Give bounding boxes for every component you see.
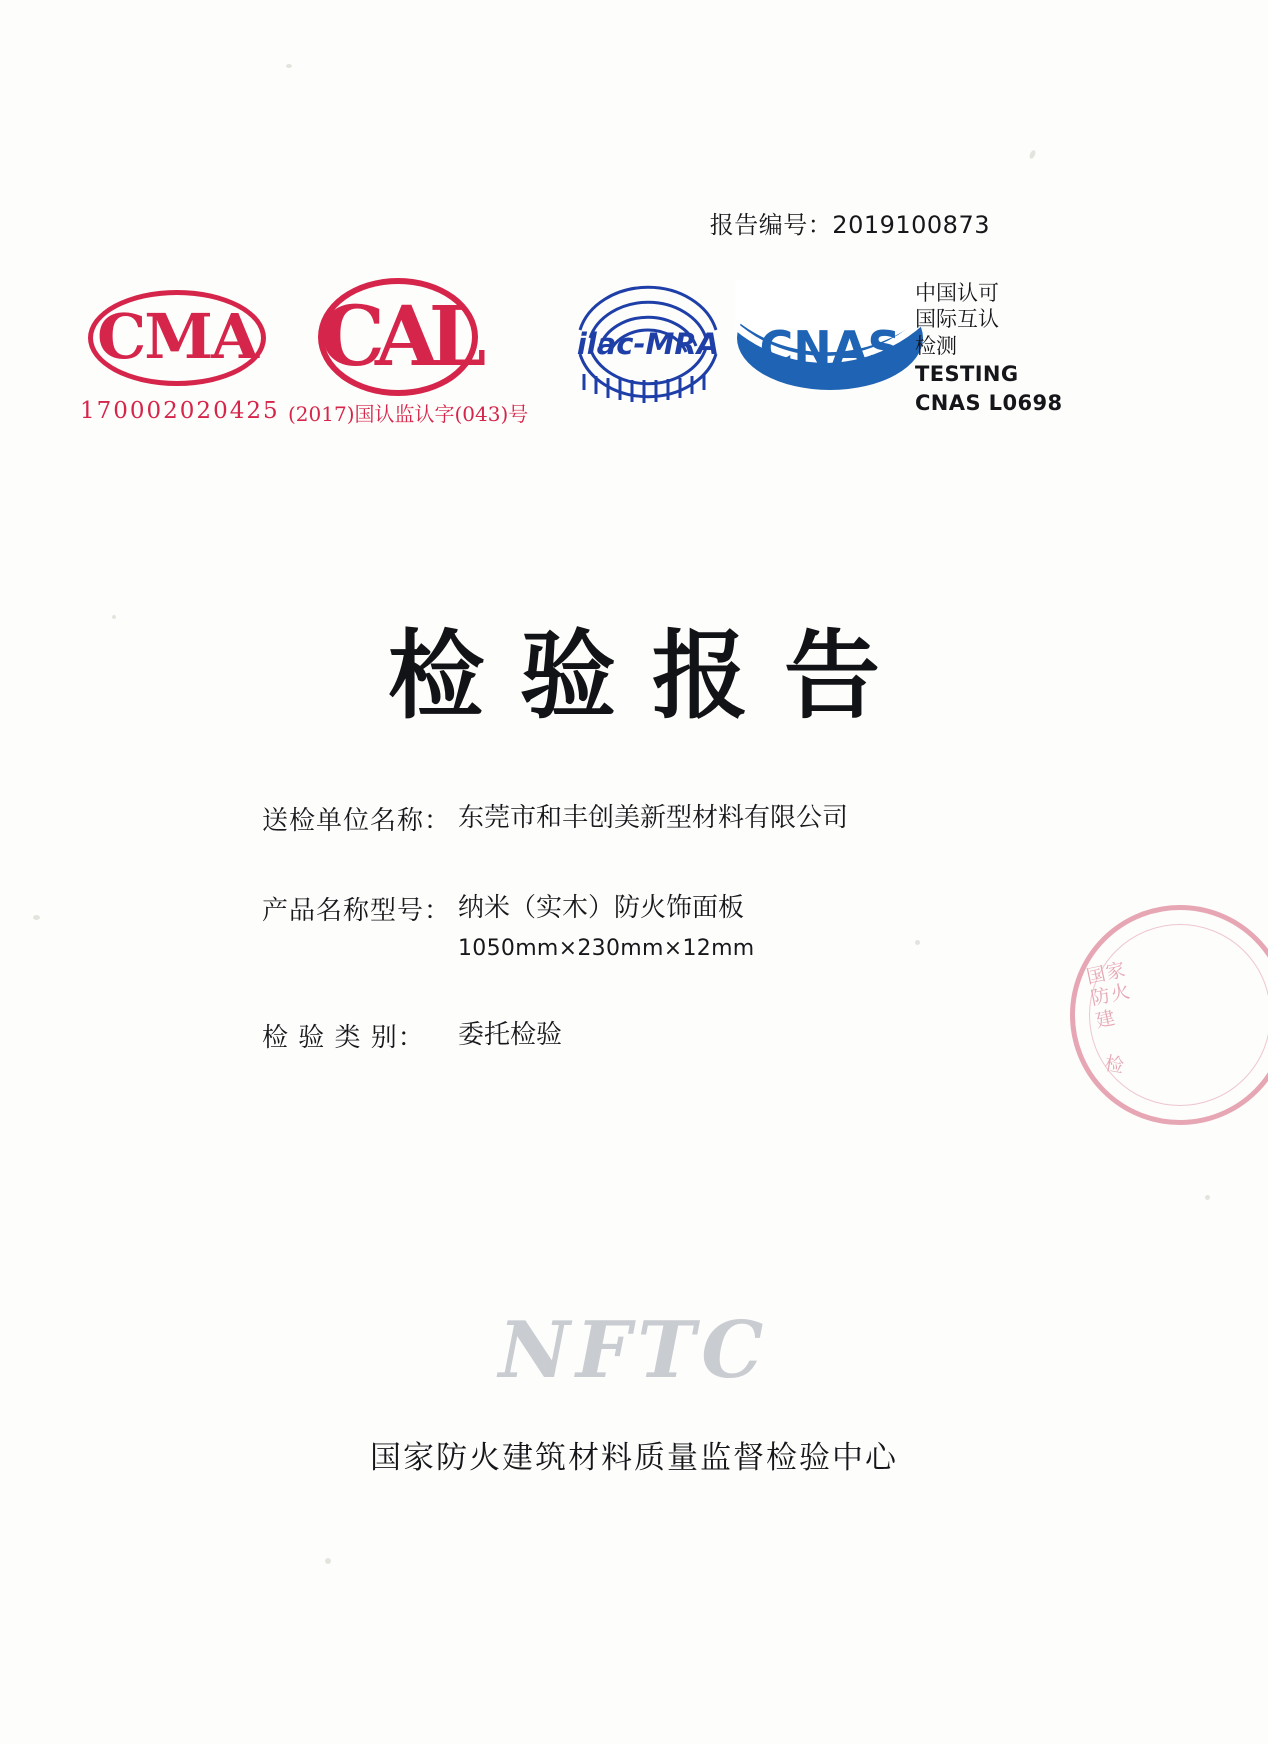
cnas-accreditation-text <box>915 280 1105 416</box>
official-seal-stamp <box>1070 905 1268 1125</box>
field-value-product <box>458 890 755 966</box>
cal-mark-text: CAL <box>319 289 477 385</box>
report-number <box>710 205 990 240</box>
field-value-inspection-type: 委托检验 <box>458 1020 563 1051</box>
cma-certificate-number: 170002020425 <box>80 398 280 424</box>
nftc-wordmark: NFTC <box>498 1305 770 1396</box>
page-title: 检验报告 <box>388 620 916 732</box>
report-number-value: 2019100873 <box>832 211 990 239</box>
field-label-inspection-type: 检 验 类 别： <box>262 1023 425 1054</box>
report-number-label: 报告编号： <box>709 211 833 239</box>
accreditation-logos <box>0 270 1268 450</box>
field-label-client: 送检单位名称： <box>262 806 452 836</box>
paper-speckle <box>286 64 292 68</box>
cma-logo-icon <box>88 290 266 386</box>
paper-speckle <box>33 915 40 920</box>
field-row <box>262 800 1022 838</box>
paper-speckle <box>1205 1195 1210 1200</box>
product-dimensions: 1050mm×230mm×12mm <box>458 936 755 962</box>
cma-mark-text: CMA <box>96 300 258 373</box>
cnas-mark-text: CNAS <box>759 321 901 375</box>
cnas-line-1: 中国认可 <box>915 281 999 305</box>
cnas-line-3: 检测 <box>915 333 957 358</box>
field-value-client: 东莞市和丰创美新型材料有限公司 <box>458 803 849 833</box>
field-row <box>262 1017 1022 1055</box>
seal-text-secondary: 检 <box>1102 1052 1126 1078</box>
cal-logo-icon <box>318 278 478 396</box>
field-label-product: 产品名称型号： <box>262 895 452 926</box>
cnas-line-5: CNAS L0698 <box>915 390 1063 415</box>
footer-organization: 国家防火建筑材料质量监督检验中心 <box>370 1440 898 1476</box>
product-name: 纳米（实木）防火饰面板 <box>458 892 745 923</box>
cnas-line-2: 国际互认 <box>915 307 999 332</box>
seal-text-primary: 国家防火建 <box>1084 958 1133 1033</box>
ilac-mark-text: ilac-MRA <box>576 327 720 361</box>
cal-certificate-number: (2017)国认监认字(043)号 <box>288 402 529 426</box>
paper-speckle <box>1028 149 1036 159</box>
ilac-mra-logo-icon <box>562 278 734 408</box>
cnas-logo-icon <box>735 280 925 396</box>
paper-speckle <box>325 1558 331 1564</box>
field-row <box>262 890 1022 966</box>
cnas-line-4: TESTING <box>915 362 1019 387</box>
report-fields <box>262 800 1022 1107</box>
